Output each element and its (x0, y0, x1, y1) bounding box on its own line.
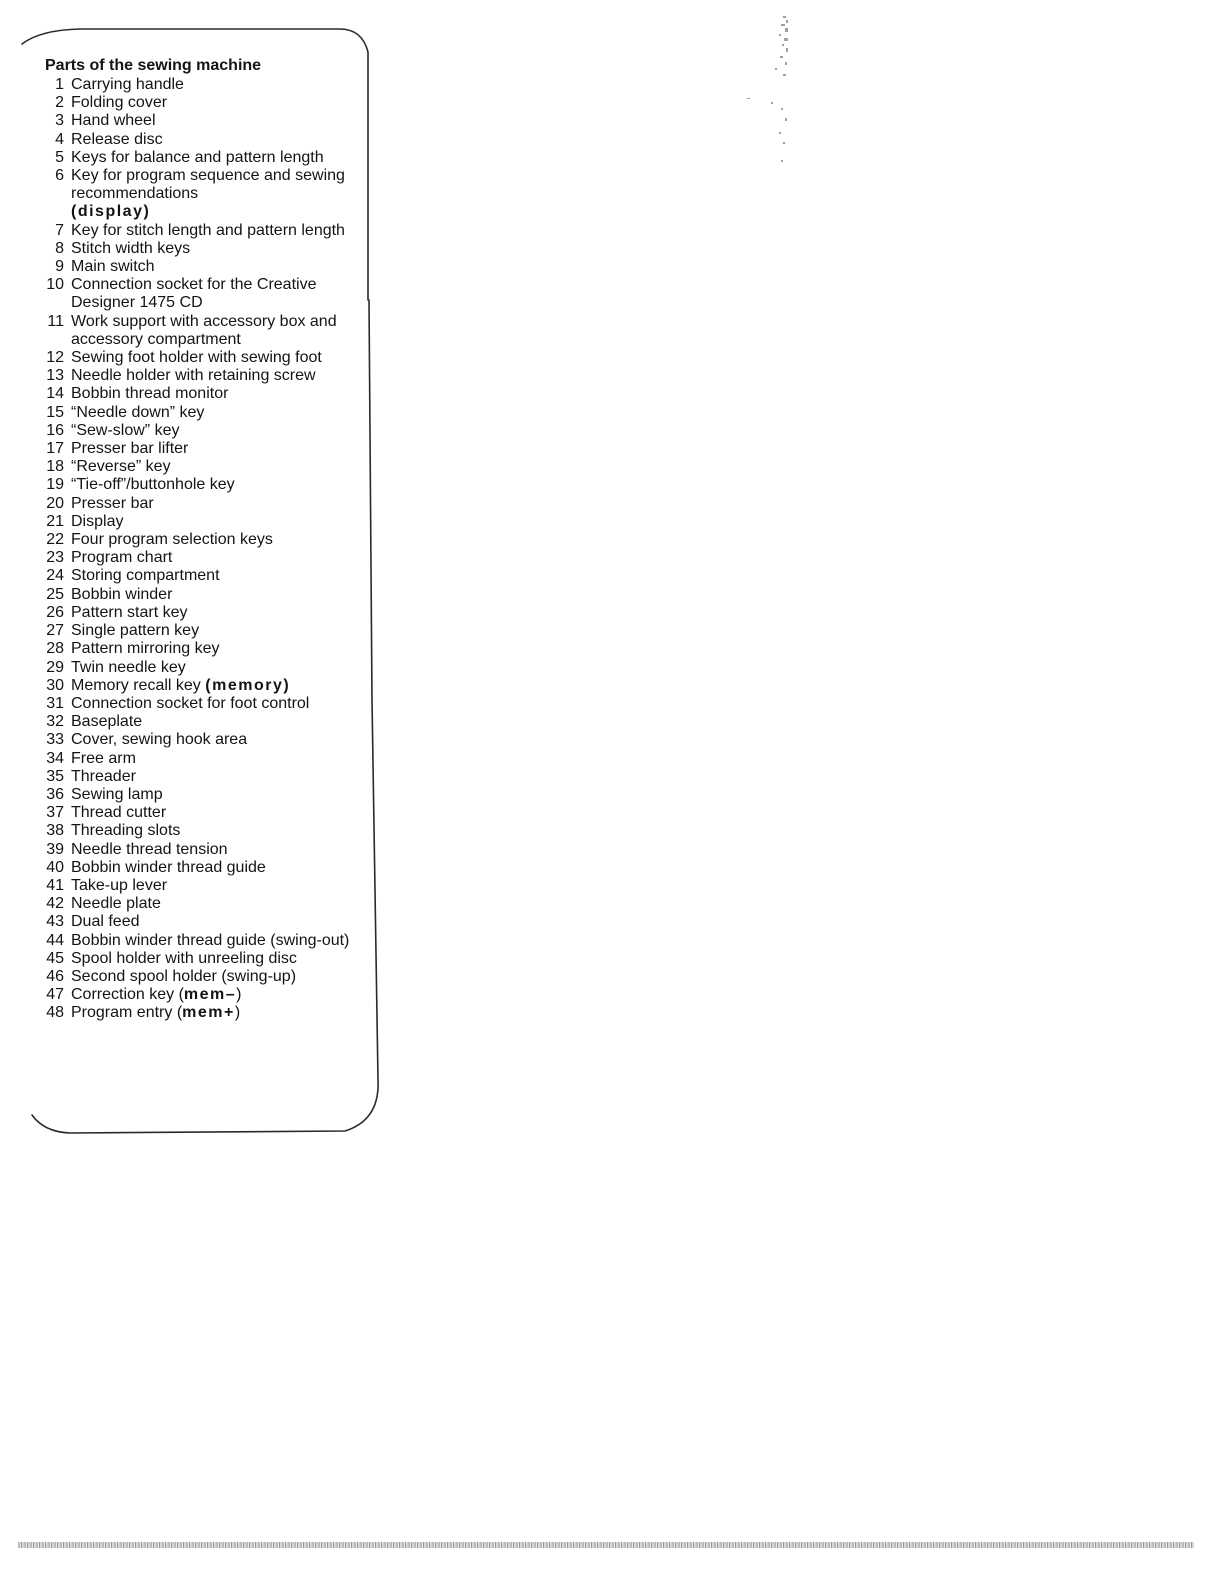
list-item (40, 640, 360, 658)
part-label (71, 313, 360, 349)
part-keyword: (display) (71, 203, 151, 221)
part-text: Correction key ( (71, 986, 184, 1004)
part-keyword: (memory) (205, 676, 291, 694)
list-item (40, 713, 360, 731)
part-number: 9 (55, 258, 64, 276)
part-label (71, 422, 360, 440)
part-label (71, 968, 360, 986)
part-text: Connection socket for the Creative Designer 1475 CD (71, 276, 317, 312)
part-label (71, 604, 360, 622)
part-text: Dual feed (71, 913, 140, 931)
part-number: 10 (46, 276, 64, 294)
part-number: 31 (46, 694, 64, 712)
part-number: 2 (55, 94, 64, 112)
list-item (40, 440, 360, 458)
part-text: Needle thread tension (71, 840, 228, 858)
list-item (40, 604, 360, 622)
part-number: 37 (46, 804, 64, 822)
part-label (71, 149, 360, 167)
part-number: 14 (46, 385, 64, 403)
part-text: Presser bar (71, 494, 154, 512)
part-number: 36 (46, 785, 64, 803)
scan-noise (745, 14, 795, 174)
part-number: 35 (46, 767, 64, 785)
part-text: Four program selection keys (71, 531, 273, 549)
part-text: Threader (71, 767, 136, 785)
part-number: 42 (46, 895, 64, 913)
part-text: Single pattern key (71, 622, 200, 640)
list-item (40, 549, 360, 567)
section-title: Parts of the sewing machine (45, 57, 262, 74)
part-label (71, 786, 360, 804)
part-suffix: ) (234, 1004, 241, 1022)
list-item (40, 622, 360, 640)
list-item (40, 313, 360, 349)
part-text: Release disc (71, 130, 163, 148)
part-text: Twin needle key (71, 658, 186, 676)
part-text: Bobbin winder (71, 585, 173, 603)
part-text: Storing compartment (71, 567, 220, 585)
part-number: 20 (46, 494, 64, 512)
part-label (71, 131, 360, 149)
part-text: Display (71, 512, 124, 530)
part-number: 24 (46, 567, 64, 585)
part-text: Needle holder with retaining screw (71, 367, 316, 385)
part-label (71, 659, 360, 677)
part-number: 47 (46, 986, 64, 1004)
list-item (40, 422, 360, 440)
part-text: Pattern start key (71, 603, 188, 621)
part-number: 22 (46, 531, 64, 549)
part-label (71, 349, 360, 367)
part-text: Second spool holder (swing-up) (71, 967, 297, 985)
list-item (40, 768, 360, 786)
part-label (71, 586, 360, 604)
part-text: Pattern mirroring key (71, 640, 220, 658)
part-label (71, 986, 360, 1004)
part-label (71, 677, 360, 695)
part-label (71, 222, 360, 240)
part-label (71, 385, 360, 403)
part-label (71, 622, 360, 640)
list-item (40, 877, 360, 895)
list-item (40, 786, 360, 804)
part-text: “Reverse” key (71, 458, 171, 476)
list-item (40, 495, 360, 513)
list-item (40, 349, 360, 367)
list-item (40, 404, 360, 422)
list-item (40, 240, 360, 258)
part-label (71, 750, 360, 768)
list-item (40, 841, 360, 859)
part-number: 41 (46, 876, 64, 894)
part-text: Baseplate (71, 713, 143, 731)
part-number: 8 (55, 239, 64, 257)
part-number: 13 (46, 367, 64, 385)
part-number: 44 (46, 931, 64, 949)
part-text: Spool holder with unreeling disc (71, 949, 297, 967)
list-item (40, 750, 360, 768)
part-label (71, 112, 360, 130)
part-label (71, 531, 360, 549)
part-number: 4 (55, 130, 64, 148)
part-number: 11 (47, 312, 64, 330)
part-label (71, 822, 360, 840)
part-label (71, 640, 360, 658)
part-label (71, 695, 360, 713)
part-label (71, 440, 360, 458)
list-item (40, 731, 360, 749)
part-text: Memory recall key (71, 676, 201, 694)
part-text: Presser bar lifter (71, 440, 189, 458)
list-item (40, 76, 360, 94)
part-number: 17 (46, 440, 64, 458)
part-text: Folding cover (71, 94, 168, 112)
part-label (71, 713, 360, 731)
part-text: Stitch width keys (71, 239, 191, 257)
list-item (40, 94, 360, 112)
list-item (40, 932, 360, 950)
list-item (40, 167, 360, 222)
list-item (40, 895, 360, 913)
list-item (40, 458, 360, 476)
part-label (71, 94, 360, 112)
part-number: 1 (55, 76, 64, 93)
list-item (40, 513, 360, 531)
list-item (40, 258, 360, 276)
part-text: Bobbin winder thread guide (71, 858, 266, 876)
part-label (71, 841, 360, 859)
list-item (40, 276, 360, 312)
scan-edge (18, 1542, 1194, 1548)
list-item (40, 385, 360, 403)
part-text: Free arm (71, 749, 136, 767)
part-label (71, 167, 360, 222)
part-number: 12 (46, 349, 64, 367)
list-item (40, 659, 360, 677)
part-text: Cover, sewing hook area (71, 731, 248, 749)
part-label (71, 804, 360, 822)
part-text: “Sew-slow” key (71, 421, 180, 439)
part-label (71, 513, 360, 531)
part-label (71, 367, 360, 385)
list-item (40, 586, 360, 604)
list-item (40, 1004, 360, 1022)
part-label (71, 549, 360, 567)
part-label (71, 877, 360, 895)
part-text: Program entry ( (71, 1004, 183, 1022)
part-label (71, 476, 360, 494)
part-number: 48 (46, 1004, 64, 1022)
part-number: 45 (46, 949, 64, 967)
part-label (71, 276, 360, 312)
part-number: 43 (46, 913, 64, 931)
part-number: 23 (46, 549, 64, 567)
part-label (71, 404, 360, 422)
part-label (71, 495, 360, 513)
list-item (40, 804, 360, 822)
list-item (40, 367, 360, 385)
part-text: Connection socket for foot control (71, 694, 310, 712)
part-number: 6 (55, 167, 64, 185)
part-number: 3 (55, 112, 64, 130)
part-text: Keys for balance and pattern length (71, 148, 324, 166)
list-item (40, 222, 360, 240)
part-number: 33 (46, 731, 64, 749)
part-text: Sewing lamp (71, 785, 163, 803)
list-item (40, 531, 360, 549)
part-text: Bobbin winder thread guide (swing-out) (71, 931, 350, 949)
list-item (40, 859, 360, 877)
part-number: 46 (46, 967, 64, 985)
part-keyword: mem+ (182, 1004, 235, 1022)
list-item (40, 913, 360, 931)
part-text: Key for program sequence and sewing recommendations (71, 167, 345, 203)
part-text: Key for stitch length and pattern length (71, 221, 345, 239)
part-text: Main switch (71, 258, 155, 276)
part-number: 7 (55, 221, 64, 239)
part-label (71, 859, 360, 877)
part-keyword: mem– (183, 986, 237, 1004)
part-text: Needle plate (71, 895, 161, 913)
part-text: “Tie-off”/buttonhole key (71, 476, 235, 494)
part-label (71, 258, 360, 276)
part-label (71, 1004, 360, 1022)
part-text: Bobbin thread monitor (71, 385, 229, 403)
part-number: 38 (46, 822, 64, 840)
list-item (40, 131, 360, 149)
list-item (40, 149, 360, 167)
part-text: Program chart (71, 549, 173, 567)
part-number: 16 (46, 421, 64, 439)
part-text: Thread cutter (71, 804, 167, 822)
part-number: 26 (46, 603, 64, 621)
part-label (71, 76, 360, 94)
part-label (71, 240, 360, 258)
part-number: 29 (46, 658, 64, 676)
part-text: Threading slots (71, 822, 181, 840)
parts-list (40, 76, 360, 1023)
list-item (40, 968, 360, 986)
part-label (71, 950, 360, 968)
part-text: Work support with accessory box and accessory compartment (71, 312, 337, 348)
list-item (40, 567, 360, 585)
part-number: 15 (46, 403, 64, 421)
list-item (40, 986, 360, 1004)
part-label (71, 895, 360, 913)
list-item (40, 112, 360, 130)
part-number: 34 (46, 749, 64, 767)
part-number: 21 (46, 512, 64, 530)
part-text: Hand wheel (71, 112, 156, 130)
part-suffix: ) (236, 986, 242, 1004)
part-number: 5 (55, 148, 64, 166)
part-number: 30 (46, 676, 64, 694)
part-number: 40 (46, 858, 64, 876)
list-item (40, 822, 360, 840)
part-text: Sewing foot holder with sewing foot (71, 349, 322, 367)
part-number: 39 (46, 840, 64, 858)
part-label (71, 458, 360, 476)
part-label (71, 932, 360, 950)
list-item (40, 695, 360, 713)
part-number: 32 (46, 713, 64, 731)
list-item (40, 677, 360, 695)
part-label (71, 768, 360, 786)
part-label (71, 567, 360, 585)
list-item (40, 950, 360, 968)
part-label (71, 913, 360, 931)
part-label (71, 731, 360, 749)
part-number: 18 (46, 458, 64, 476)
part-text: Take-up lever (71, 876, 168, 894)
part-text: Carrying handle (71, 76, 184, 93)
list-item (40, 476, 360, 494)
part-text: “Needle down” key (71, 403, 205, 421)
part-number: 25 (46, 585, 64, 603)
part-number: 28 (46, 640, 64, 658)
part-number: 19 (46, 476, 64, 494)
part-number: 27 (46, 622, 64, 640)
